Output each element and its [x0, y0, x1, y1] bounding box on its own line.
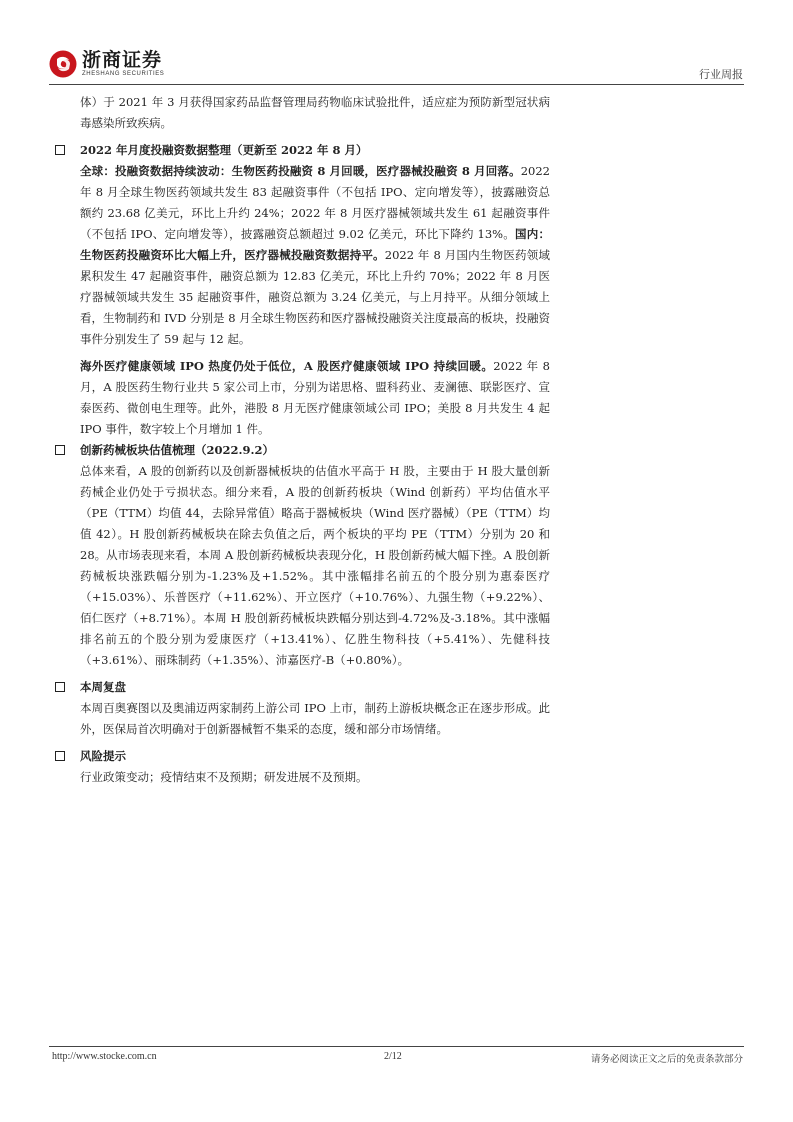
checkbox-bullet-icon	[55, 751, 65, 761]
brand-name-en: ZHESHANG SECURITIES	[82, 71, 165, 77]
section-risk	[80, 746, 550, 767]
section-funding	[80, 140, 550, 161]
disclaimer-note: 请务必阅读正文之后的免责条款部分	[590, 1054, 743, 1065]
header-divider	[49, 84, 744, 85]
text-domestic: 2022 年 8 月国内生物医药领域累积发生 47 起融资事件，融资总额为 12.83 亿美元，环比上升约 70%；2022 年 8 月医疗器械领域共发生 35 起融资事件，融资总额为 3.24 亿美元，与上月持平。从细分领域上看，生物制药和 IVD 分别是 8 月全球生物医药和医疗器械投融资关注度最高的板块，投融资事件分别发生了 59 起与 12 起。	[80, 248, 550, 346]
text-ipo: 2022 年 8 月，A 股医药生物行业共 5 家公司上市，分别为诺思格、盟科药业、麦澜德、联影医疗、宣泰医药、微创电生理等。此外，港股 8 月无医疗健康领域公司 IPO；美股 8 月共发生 4 起 IPO 事件，数字较上个月增加 1 件。	[80, 359, 550, 436]
checkbox-bullet-icon	[55, 682, 65, 692]
main-content	[80, 92, 550, 788]
valuation-paragraph: 总体来看，A 股的创新药以及创新器械板块的估值水平高于 H 股，主要由于 H 股大量创新药械企业仍处于亏损状态。细分来看，A 股的创新药板块（Wind 创新药）平均估值水平（PE（TTM）均值 44，去除异常值）略高于器械板块（Wind 医疗器械）（PE（TTM）均值 42）。H 股创新药械板块在除去负值之后，两个板块的平均 PE（TTM）分别为 20 和 28。从市场表现来看，本周 A 股创新药械板块表现分化，H 股创新药械大幅下挫。A 股创新药械板块涨跌幅分别为-1.23%及+1.52%。其中涨幅排名前五的个股分别为惠泰医疗（+15.03%）、乐普医疗（+11.62%）、开立医疗（+10.76%）、九强生物（+9.22%）、佰仁医疗（+8.71%）。本周 H 股创新药械板块跌幅分别达到-4.72%及-3.18%。其中涨幅排名前五的个股分别为爱康医疗（+13.41%）、亿胜生物科技（+5.41%）、先健科技（+3.61%）、丽珠制药（+1.35%）、沛嘉医疗-B（+0.80%）。	[80, 464, 550, 667]
report-type: 行业周报	[699, 68, 743, 81]
section-title: 风险提示	[80, 749, 126, 763]
brand-name-cn: 浙商证券	[82, 49, 163, 71]
text-global: 2022 年 8 月全球生物医药领域共发生 83 起融资事件（不包括 IPO、定向增发等），披露融资总额约 23.68 亿美元，环比上升约 24%；2022 年 8 月医疗器械领域共发生 61 起融资事件（不包括 IPO、定向增发等），披露融资总额超过 9.02 亿美元，环比下降约 13%。	[80, 164, 550, 241]
section-title: 创新药械板块估值梳理（2022.9.2）	[80, 443, 275, 457]
section-title: 本周复盘	[80, 680, 126, 694]
risk-paragraph: 行业政策变动；疫情结束不及预期；研发进展不及预期。	[80, 770, 368, 784]
zheshang-logo-icon	[49, 50, 77, 78]
page-number: 2/12	[384, 1051, 402, 1062]
highlight-global: 全球：投融资数据持续波动：生物医药投融资 8 月回暖，医疗器械投融资 8 月回落。	[80, 164, 521, 178]
brand-logo	[49, 50, 164, 78]
checkbox-bullet-icon	[55, 145, 65, 155]
section-title: 2022 年月度投融资数据整理（更新至 2022 年 8 月）	[80, 143, 368, 157]
section-weekly-review	[80, 677, 550, 698]
funding-paragraph-1	[80, 161, 550, 350]
highlight-ipo: 海外医疗健康领域 IPO 热度仍处于低位，A 股医疗健康领域 IPO 持续回暖。	[80, 359, 494, 373]
intro-paragraph: 体）于 2021 年 3 月获得国家药品监督管理局药物临床试验批件，适应症为预防新型冠状病毒感染所致疾病。	[80, 95, 550, 130]
highlight-domestic: 国内：生物医药投融资环比大幅上升，医疗器械投融资数据持平。	[80, 227, 551, 262]
footer-url-link[interactable]: http://www.stocke.com.cn	[52, 1051, 157, 1062]
page-header	[0, 0, 793, 92]
section-valuation	[80, 440, 550, 461]
review-paragraph: 本周百奥赛图以及奥浦迈两家制药上游公司 IPO 上市，制药上游板块概念正在逐步形成。此外，医保局首次明确对于创新器械暂不集采的态度，缓和部分市场情绪。	[80, 701, 550, 736]
footer-divider	[49, 1046, 744, 1047]
funding-paragraph-2	[80, 356, 550, 440]
checkbox-bullet-icon	[55, 445, 65, 455]
